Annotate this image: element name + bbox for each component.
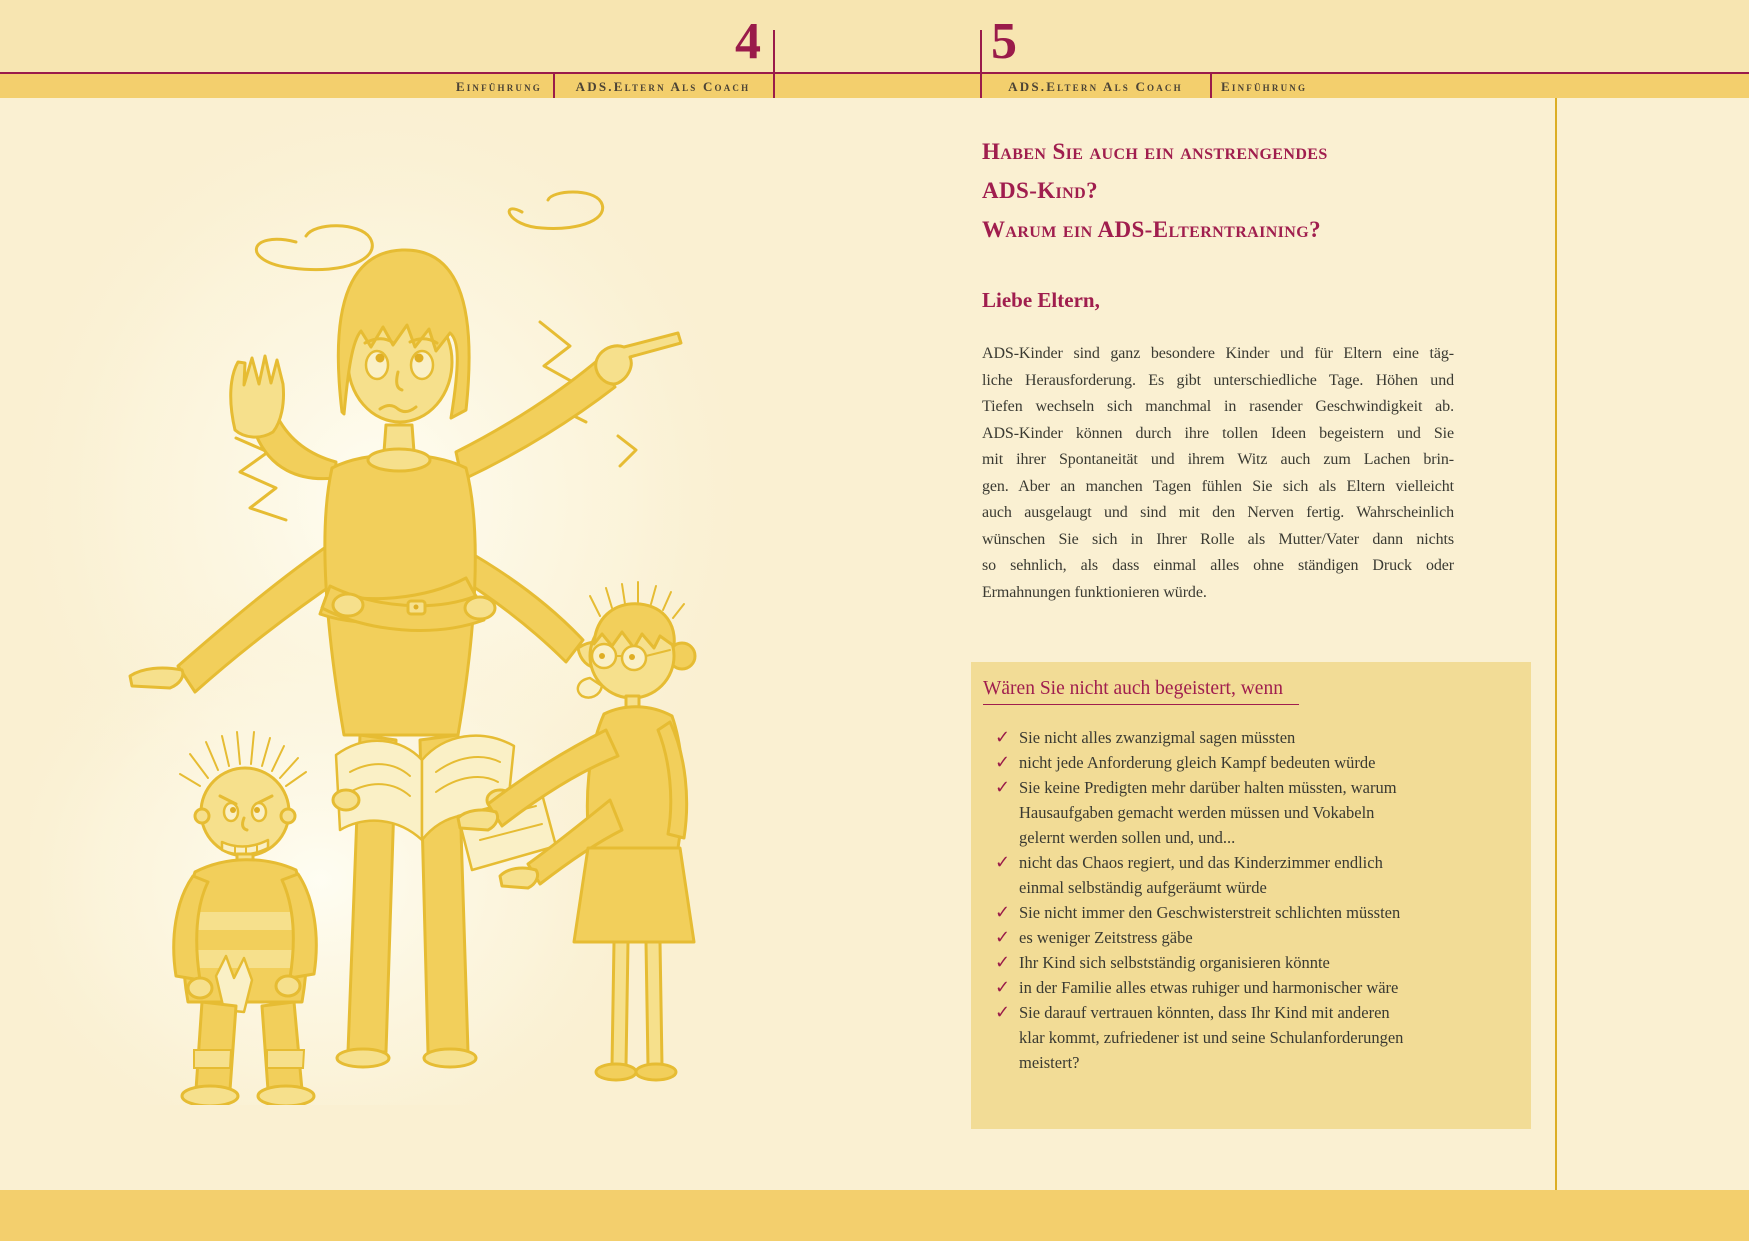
checklist-text: Ihr Kind sich selbstständig organisieren könnte [1019, 953, 1330, 972]
checklist-line [983, 1025, 1513, 1050]
checklist-text: Sie keine Predigten mehr darüber halten müssten, warum [1019, 778, 1397, 797]
checklist [983, 725, 1513, 1075]
stressed-mother-illustration [30, 100, 770, 1105]
tab-band [0, 74, 1749, 98]
paragraph-line: Ermahnungen funktionieren würde. [982, 583, 1207, 601]
checklist-text: nicht das Chaos regiert, und das Kinderzimmer endlich [1019, 853, 1383, 872]
checklist-line [983, 900, 1513, 925]
checklist-line [983, 950, 1513, 975]
tab-separator-right [1210, 74, 1212, 98]
paragraph-line: wünschen Sie sich in Ihrer Rolle als Mutter/Vater dann nichts [982, 530, 1454, 548]
checklist-text: gelernt werden sollen und, und... [1019, 828, 1236, 847]
tab-einfuehrung-left: Einführung [455, 79, 542, 94]
intro-paragraph [982, 341, 1454, 606]
checklist-text: klar kommt, zufriedener ist und seine Schulanforderungen [1019, 1028, 1404, 1047]
page4-vertical-rule [773, 30, 775, 98]
paragraph-line: Tiefen wechseln sich manchmal in rasender Geschwindigkeit ab. [982, 398, 1454, 415]
checklist-line [983, 850, 1513, 875]
checklist-line [983, 975, 1513, 1000]
paragraph-line: ADS-Kinder sind ganz besondere Kinder und für Eltern eine täg- [982, 345, 1454, 362]
checkmark-icon: ✓ [995, 1002, 1011, 1023]
checklist-text: in der Familie alles etwas ruhiger und harmonischer wäre [1019, 978, 1399, 997]
tab-einfuehrung-right: Einführung [1221, 79, 1308, 94]
checkmark-icon: ✓ [995, 927, 1011, 948]
page-number-left: 4 [735, 13, 761, 70]
checklist-text: Hausaufgaben gemacht werden müssen und Vokabeln [1019, 803, 1375, 822]
checkmark-icon: ✓ [995, 852, 1011, 873]
checklist-line [983, 750, 1513, 775]
checklist-line [983, 800, 1513, 825]
heading-line-2: ADS-Kind? [982, 178, 1098, 203]
heading-line-3: Warum ein ADS-Elterntraining? [982, 217, 1322, 242]
checklist-text: meistert? [1019, 1053, 1080, 1072]
paragraph-line: mit ihrer Spontaneität und ihrem Witz auch zum Lachen brin- [982, 451, 1454, 468]
checklist-line [983, 825, 1513, 850]
page-margin-divider [1555, 98, 1557, 1190]
checkmark-icon: ✓ [995, 752, 1011, 773]
checkmark-icon: ✓ [995, 952, 1011, 973]
checklist-text: Sie nicht immer den Geschwisterstreit schlichten müssten [1019, 903, 1401, 922]
paragraph-line: liche Herausforderung. Es gibt unterschiedliche Tage. Höhen und [982, 371, 1454, 389]
checklist-line [983, 1050, 1513, 1075]
salutation: Liebe Eltern, [982, 288, 1100, 312]
checklist-box-heading: Wären Sie nicht auch begeistert, wenn [983, 678, 1299, 705]
paragraph-line: ADS-Kinder können durch ihre tollen Ideen begeistern und Sie [982, 424, 1454, 442]
paragraph-line: gen. Aber an manchen Tagen fühlen Sie sich als Eltern vielleicht [982, 477, 1454, 495]
checklist-line [983, 775, 1513, 800]
heading-line-1: Haben Sie auch ein anstrengendes [982, 139, 1328, 164]
checklist-line [983, 725, 1513, 750]
header-strip [0, 0, 1749, 72]
paragraph-line: auch ausgelaugt und sind mit den Nerven fertig. Wahrscheinlich [982, 504, 1454, 521]
checklist-line [983, 875, 1513, 900]
footer-strip [0, 1190, 1749, 1241]
checklist-text: Sie darauf vertrauen könnten, dass Ihr Kind mit anderen [1019, 1003, 1390, 1022]
checkmark-icon: ✓ [995, 977, 1011, 998]
article-heading [982, 132, 1502, 249]
checklist-text: nicht jede Anforderung gleich Kampf bedeuten würde [1019, 753, 1376, 772]
tab-coach-right: ADS.Eltern Als Coach [1008, 79, 1183, 94]
checklist-line [983, 925, 1513, 950]
checkmark-icon: ✓ [995, 777, 1011, 798]
checklist-text: es weniger Zeitstress gäbe [1019, 928, 1193, 947]
checkmark-icon: ✓ [995, 727, 1011, 748]
checkmark-icon: ✓ [995, 902, 1011, 923]
tab-coach-left: ADS.Eltern Als Coach [575, 79, 751, 94]
checklist-text: Sie nicht alles zwanzigmal sagen müssten [1019, 728, 1296, 747]
page-number-right: 5 [991, 13, 1017, 70]
checklist-text: einmal selbständig aufgeräumt würde [1019, 878, 1267, 897]
checklist-box [971, 662, 1531, 1129]
paragraph-line: so sehnlich, als dass einmal alles ohne ständigen Druck oder [982, 557, 1454, 574]
checklist-line [983, 1000, 1513, 1025]
